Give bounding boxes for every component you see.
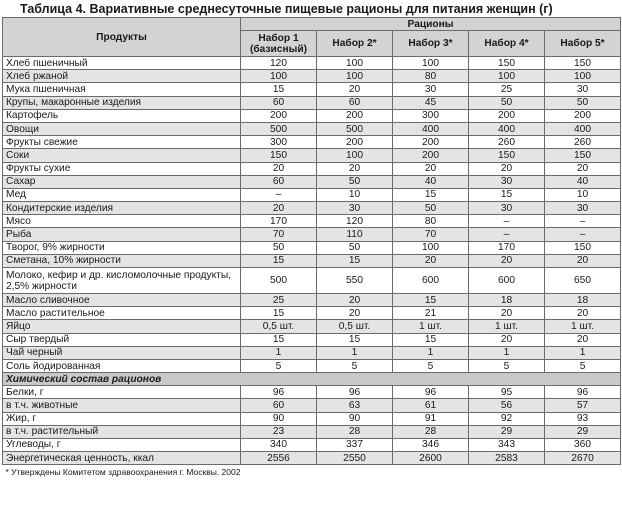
cell-set2: 90	[317, 412, 393, 425]
cell-set5: 1	[545, 346, 621, 359]
cell-set4: 30	[469, 202, 545, 215]
cell-set2: 28	[317, 425, 393, 438]
cell-set1: 200	[241, 109, 317, 122]
col-header-set5: Набор 5*	[545, 31, 621, 57]
row-label: Мед	[3, 188, 241, 201]
cell-set1: 96	[241, 386, 317, 399]
cell-set1: 340	[241, 438, 317, 451]
cell-set5: 1 шт.	[545, 320, 621, 333]
cell-set4: 260	[469, 136, 545, 149]
cell-set1: 1	[241, 346, 317, 359]
cell-set3: 1 шт.	[393, 320, 469, 333]
cell-set5: 20	[545, 333, 621, 346]
row-label: Энергетическая ценность, ккал	[3, 452, 241, 465]
cell-set1: 0,5 шт.	[241, 320, 317, 333]
cell-set2: 10	[317, 188, 393, 201]
row-label: Жир, г	[3, 412, 241, 425]
cell-set4: 200	[469, 109, 545, 122]
cell-set2: 50	[317, 241, 393, 254]
cell-set2: 1	[317, 346, 393, 359]
cell-set2: 337	[317, 438, 393, 451]
table-row	[3, 228, 621, 241]
ration-table	[2, 17, 621, 479]
cell-set1: 60	[241, 96, 317, 109]
cell-set3: 28	[393, 425, 469, 438]
cell-set5: 57	[545, 399, 621, 412]
table-row	[3, 359, 621, 372]
cell-set3: 346	[393, 438, 469, 451]
cell-set5: 20	[545, 307, 621, 320]
table-row	[3, 149, 621, 162]
cell-set2: 30	[317, 202, 393, 215]
cell-set1: 500	[241, 268, 317, 294]
cell-set1: 5	[241, 359, 317, 372]
col-header-set3: Набор 3*	[393, 31, 469, 57]
cell-set3: 600	[393, 268, 469, 294]
cell-set3: 30	[393, 83, 469, 96]
cell-set3: 61	[393, 399, 469, 412]
cell-set4: 50	[469, 96, 545, 109]
cell-set2: 120	[317, 215, 393, 228]
cell-set4: 100	[469, 70, 545, 83]
row-label: Молоко, кефир и др. кисломолочные продукты, 2,5% жирности	[3, 268, 241, 294]
cell-set3: 15	[393, 188, 469, 201]
cell-set4: 150	[469, 149, 545, 162]
cell-set3: 45	[393, 96, 469, 109]
row-label: Картофель	[3, 109, 241, 122]
cell-set1: –	[241, 188, 317, 201]
row-label: Яйцо	[3, 320, 241, 333]
table-row	[3, 241, 621, 254]
cell-set5: 20	[545, 162, 621, 175]
cell-set1: 70	[241, 228, 317, 241]
chem-row	[3, 452, 621, 465]
cell-set5: 20	[545, 254, 621, 267]
row-label: Соки	[3, 149, 241, 162]
cell-set2: 200	[317, 109, 393, 122]
cell-set5: 200	[545, 109, 621, 122]
cell-set4: 170	[469, 241, 545, 254]
row-label: Мясо	[3, 215, 241, 228]
cell-set3: 300	[393, 109, 469, 122]
cell-set3: 15	[393, 333, 469, 346]
cell-set4: 1	[469, 346, 545, 359]
cell-set4: –	[469, 228, 545, 241]
cell-set1: 300	[241, 136, 317, 149]
row-label: в т.ч. растительный	[3, 425, 241, 438]
cell-set5: 150	[545, 241, 621, 254]
cell-set2: 63	[317, 399, 393, 412]
cell-set5: 29	[545, 425, 621, 438]
cell-set5: 93	[545, 412, 621, 425]
cell-set1: 2556	[241, 452, 317, 465]
table-row	[3, 175, 621, 188]
cell-set5: 2670	[545, 452, 621, 465]
row-label: Фрукты сухие	[3, 162, 241, 175]
cell-set4: 20	[469, 162, 545, 175]
cell-set1: 20	[241, 162, 317, 175]
row-label: Углеводы, г	[3, 438, 241, 451]
cell-set5: –	[545, 215, 621, 228]
cell-set4: 29	[469, 425, 545, 438]
chem-row	[3, 425, 621, 438]
cell-set2: 20	[317, 307, 393, 320]
cell-set5: 5	[545, 359, 621, 372]
cell-set5: –	[545, 228, 621, 241]
cell-set2: 110	[317, 228, 393, 241]
cell-set4: 5	[469, 359, 545, 372]
product-rows	[3, 57, 621, 373]
cell-set3: 200	[393, 149, 469, 162]
cell-set2: 96	[317, 386, 393, 399]
table-row	[3, 268, 621, 294]
cell-set3: 400	[393, 122, 469, 135]
cell-set2: 100	[317, 70, 393, 83]
row-label: Сахар	[3, 175, 241, 188]
col-header-set4: Набор 4*	[469, 31, 545, 57]
cell-set4: 400	[469, 122, 545, 135]
cell-set5: 360	[545, 438, 621, 451]
table-container	[2, 2, 620, 479]
cell-set4: 92	[469, 412, 545, 425]
table-row	[3, 333, 621, 346]
cell-set5: 400	[545, 122, 621, 135]
cell-set5: 650	[545, 268, 621, 294]
cell-set3: 100	[393, 57, 469, 70]
row-label: Масло сливочное	[3, 294, 241, 307]
cell-set3: 40	[393, 175, 469, 188]
cell-set2: 200	[317, 136, 393, 149]
cell-set3: 100	[393, 241, 469, 254]
row-label: Кондитерские изделия	[3, 202, 241, 215]
cell-set2: 60	[317, 96, 393, 109]
cell-set4: –	[469, 215, 545, 228]
row-label: Хлеб ржаной	[3, 70, 241, 83]
rations-header: Рационы	[241, 18, 621, 31]
cell-set2: 50	[317, 175, 393, 188]
cell-set4: 20	[469, 254, 545, 267]
cell-set3: 80	[393, 70, 469, 83]
chem-row	[3, 399, 621, 412]
row-label: Чай черный	[3, 346, 241, 359]
cell-set5: 30	[545, 202, 621, 215]
cell-set2: 100	[317, 57, 393, 70]
table-row	[3, 215, 621, 228]
cell-set3: 80	[393, 215, 469, 228]
row-label: в т.ч. животные	[3, 399, 241, 412]
cell-set5: 40	[545, 175, 621, 188]
cell-set2: 500	[317, 122, 393, 135]
chem-row	[3, 386, 621, 399]
cell-set3: 2600	[393, 452, 469, 465]
chem-section-row	[3, 373, 621, 386]
cell-set5: 10	[545, 188, 621, 201]
footnote: * Утверждены Комитетом здравоохранения г. Москвы. 2002	[5, 466, 241, 477]
cell-set2: 15	[317, 254, 393, 267]
cell-set4: 25	[469, 83, 545, 96]
cell-set3: 1	[393, 346, 469, 359]
cell-set5: 260	[545, 136, 621, 149]
cell-set2: 550	[317, 268, 393, 294]
row-label: Творог, 9% жирности	[3, 241, 241, 254]
cell-set1: 60	[241, 175, 317, 188]
chem-section-title: Химический состав рационов	[3, 373, 621, 386]
table-row	[3, 188, 621, 201]
cell-set4: 600	[469, 268, 545, 294]
cell-set3: 70	[393, 228, 469, 241]
table-row	[3, 254, 621, 267]
cell-set3: 200	[393, 136, 469, 149]
col-header-set1: Набор 1 (базисный)	[241, 31, 317, 57]
cell-set2: 15	[317, 333, 393, 346]
cell-set3: 15	[393, 294, 469, 307]
cell-set1: 15	[241, 307, 317, 320]
cell-set4: 56	[469, 399, 545, 412]
row-label: Овощи	[3, 122, 241, 135]
chem-row	[3, 438, 621, 451]
cell-set4: 20	[469, 307, 545, 320]
cell-set5: 96	[545, 386, 621, 399]
cell-set3: 20	[393, 162, 469, 175]
row-label: Рыба	[3, 228, 241, 241]
cell-set3: 5	[393, 359, 469, 372]
cell-set1: 15	[241, 333, 317, 346]
cell-set3: 21	[393, 307, 469, 320]
cell-set1: 500	[241, 122, 317, 135]
row-label: Мука пшеничная	[3, 83, 241, 96]
table-row	[3, 96, 621, 109]
chem-row	[3, 412, 621, 425]
cell-set2: 5	[317, 359, 393, 372]
cell-set1: 60	[241, 399, 317, 412]
cell-set5: 100	[545, 70, 621, 83]
cell-set2: 2550	[317, 452, 393, 465]
cell-set4: 30	[469, 175, 545, 188]
table-row	[3, 346, 621, 359]
cell-set3: 96	[393, 386, 469, 399]
cell-set2: 20	[317, 162, 393, 175]
table-caption: Таблица 4. Вариативные среднесуточные пищевые рационы для питания женщин (г)	[20, 2, 553, 16]
cell-set4: 1 шт.	[469, 320, 545, 333]
cell-set1: 25	[241, 294, 317, 307]
cell-set2: 20	[317, 294, 393, 307]
cell-set5: 50	[545, 96, 621, 109]
table-row	[3, 83, 621, 96]
cell-set1: 120	[241, 57, 317, 70]
cell-set5: 150	[545, 149, 621, 162]
table-row	[3, 294, 621, 307]
row-label: Фрукты свежие	[3, 136, 241, 149]
cell-set3: 91	[393, 412, 469, 425]
cell-set4: 343	[469, 438, 545, 451]
cell-set4: 2583	[469, 452, 545, 465]
cell-set5: 18	[545, 294, 621, 307]
table-row	[3, 320, 621, 333]
table-row	[3, 162, 621, 175]
cell-set4: 95	[469, 386, 545, 399]
row-label: Хлеб пшеничный	[3, 57, 241, 70]
cell-set1: 100	[241, 70, 317, 83]
cell-set3: 50	[393, 202, 469, 215]
row-label: Сыр твердый	[3, 333, 241, 346]
table-row	[3, 307, 621, 320]
col-header-set2: Набор 2*	[317, 31, 393, 57]
table-row	[3, 122, 621, 135]
table-row	[3, 202, 621, 215]
cell-set1: 15	[241, 254, 317, 267]
table-row	[3, 70, 621, 83]
row-label: Масло растительное	[3, 307, 241, 320]
cell-set1: 50	[241, 241, 317, 254]
cell-set2: 20	[317, 83, 393, 96]
cell-set1: 170	[241, 215, 317, 228]
row-label: Белки, г	[3, 386, 241, 399]
row-label: Соль йодированная	[3, 359, 241, 372]
cell-set2: 0,5 шт.	[317, 320, 393, 333]
cell-set4: 20	[469, 333, 545, 346]
table-row	[3, 136, 621, 149]
cell-set1: 90	[241, 412, 317, 425]
cell-set3: 20	[393, 254, 469, 267]
row-label: Крупы, макаронные изделия	[3, 96, 241, 109]
cell-set1: 20	[241, 202, 317, 215]
cell-set2: 100	[317, 149, 393, 162]
cell-set1: 23	[241, 425, 317, 438]
cell-set4: 150	[469, 57, 545, 70]
cell-set1: 150	[241, 149, 317, 162]
row-label: Сметана, 10% жирности	[3, 254, 241, 267]
table-row	[3, 109, 621, 122]
cell-set1: 15	[241, 83, 317, 96]
cell-set4: 15	[469, 188, 545, 201]
cell-set5: 30	[545, 83, 621, 96]
table-row	[3, 57, 621, 70]
cell-set5: 150	[545, 57, 621, 70]
footnote-row	[3, 465, 621, 480]
cell-set4: 18	[469, 294, 545, 307]
products-header: Продукты	[3, 18, 241, 57]
chem-rows	[3, 386, 621, 465]
